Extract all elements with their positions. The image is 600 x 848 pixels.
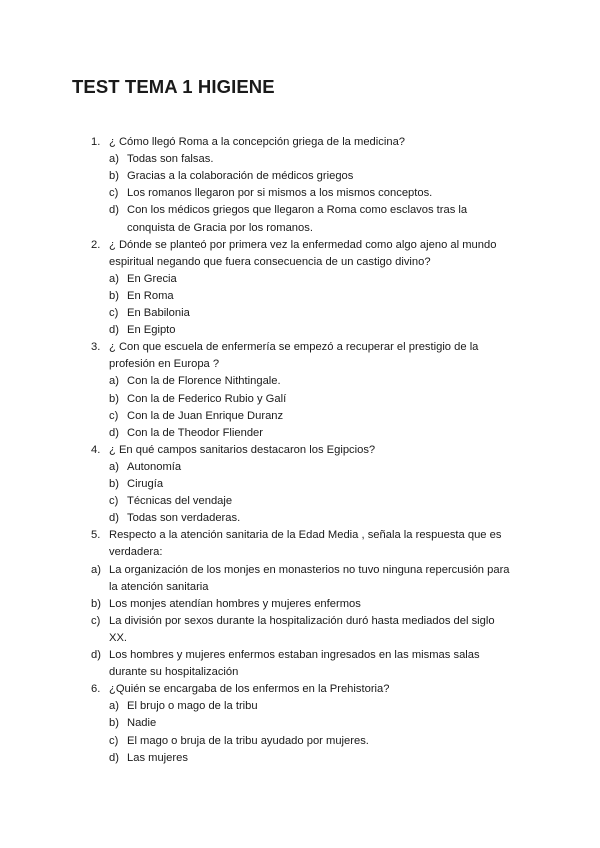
question-6-option-a-text: El brujo o mago de la tribu: [127, 700, 258, 713]
question-1-option-d-text: conquista de Gracia por los romanos.: [127, 221, 313, 234]
question-4-option-a-text: Autonomía: [127, 460, 182, 473]
question-3-option-d-marker: d): [109, 426, 119, 439]
question-1-option-b-text: Gracias a la colaboración de médicos griegos: [127, 170, 354, 183]
question-1-option-d-marker: d): [109, 204, 119, 217]
question-3-text: ¿ Con que escuela de enfermería se empezó a recuperar el prestigio de la: [109, 341, 479, 354]
question-2-option-b-text: En Roma: [127, 289, 174, 302]
question-2-option-a-marker: a): [109, 272, 119, 285]
question-5-text: verdadera:: [109, 546, 163, 559]
question-2-option-a-text: En Grecia: [127, 272, 177, 285]
question-4-option-d-marker: d): [109, 512, 119, 525]
question-3-option-c-marker: c): [109, 409, 119, 422]
question-2-option-b-marker: b): [109, 289, 119, 302]
question-6-option-d-text: Las mujeres: [127, 751, 188, 764]
question-6-option-b-text: Nadie: [127, 717, 157, 730]
document-title: TEST TEMA 1 HIGIENE: [72, 76, 275, 97]
question-5-option-c-marker: c): [91, 614, 101, 627]
question-5-option-a-text: La organización de los monjes en monasterios no tuvo ninguna repercusión para: [109, 563, 510, 576]
question-2-option-c-text: En Babilonia: [127, 307, 190, 319]
question-6-option-b-marker: b): [109, 717, 119, 730]
question-1-option-a-text: Todas son falsas.: [127, 153, 214, 166]
question-1-marker: 1.: [91, 136, 101, 148]
question-3-option-d-text: Con la de Theodor Fliender: [127, 426, 263, 439]
question-2-option-d-text: En Egipto: [127, 324, 176, 337]
question-5-marker: 5.: [91, 529, 101, 542]
question-5-option-c-text: XX.: [109, 631, 128, 644]
question-3-option-a-text: Con la de Florence Nithtingale.: [127, 375, 281, 388]
question-1-option-c-marker: c): [109, 187, 119, 200]
question-3-option-b-text: Con la de Federico Rubio y Galí: [127, 392, 287, 405]
question-3-option-a-marker: a): [109, 375, 119, 388]
question-1-option-a-marker: a): [109, 153, 119, 166]
question-4-text: ¿ En qué campos sanitarios destacaron los Egipcios?: [109, 443, 376, 456]
question-2-option-c-marker: c): [109, 307, 119, 319]
question-1-text: ¿ Cómo llegó Roma a la concepción griega de la medicina?: [109, 136, 406, 148]
question-4-marker: 4.: [91, 443, 101, 456]
question-5-option-a-marker: a): [91, 563, 101, 576]
question-4-option-c-marker: c): [109, 495, 119, 508]
question-4-option-b-marker: b): [109, 478, 119, 490]
question-6-marker: 6.: [91, 683, 101, 696]
question-3-option-c-text: Con la de Juan Enrique Duranz: [127, 409, 284, 422]
question-3-text: profesión en Europa ?: [109, 358, 220, 371]
question-3-option-b-marker: b): [109, 392, 119, 405]
question-5-option-c-text: La división por sexos durante la hospitalización duró hasta mediados del siglo: [109, 614, 495, 627]
question-5-option-b-text: Los monjes atendían hombres y mujeres enfermos: [109, 597, 361, 610]
question-5-text: Respecto a la atención sanitaria de la Edad Media , señala la respuesta que es: [109, 529, 502, 542]
question-6-option-d-marker: d): [109, 751, 119, 764]
question-1-option-c-text: Los romanos llegaron por si mismos a los mismos conceptos.: [127, 187, 433, 200]
question-1-option-b-marker: b): [109, 170, 119, 183]
question-6-option-c-marker: c): [109, 734, 119, 747]
question-4-option-c-text: Técnicas del vendaje: [127, 495, 233, 508]
question-2-marker: 2.: [91, 238, 101, 251]
question-2-text: espiritual negando que fuera consecuencia de un castigo divino?: [109, 255, 431, 268]
question-6-text: ¿Quién se encargaba de los enfermos en la Prehistoria?: [109, 683, 390, 696]
question-5-option-b-marker: b): [91, 597, 101, 610]
question-5-option-d-text: Los hombres y mujeres enfermos estaban ingresados en las mismas salas: [109, 649, 480, 661]
question-4-option-b-text: Cirugía: [127, 478, 164, 490]
question-4-option-a-marker: a): [109, 460, 119, 473]
question-5-option-d-text: durante su hospitalización: [109, 666, 239, 679]
question-6-option-a-marker: a): [109, 700, 119, 713]
question-1-option-d-text: Con los médicos griegos que llegaron a Roma como esclavos tras la: [127, 204, 468, 217]
question-2-option-d-marker: d): [109, 324, 119, 337]
question-6-option-c-text: El mago o bruja de la tribu ayudado por mujeres.: [127, 734, 369, 747]
question-5-option-d-marker: d): [91, 649, 101, 661]
question-3-marker: 3.: [91, 341, 101, 354]
question-5-option-a-text: la atención sanitaria: [109, 580, 209, 593]
question-2-text: ¿ Dónde se planteó por primera vez la enfermedad como algo ajeno al mundo: [109, 238, 497, 251]
question-4-option-d-text: Todas son verdaderas.: [127, 512, 241, 525]
